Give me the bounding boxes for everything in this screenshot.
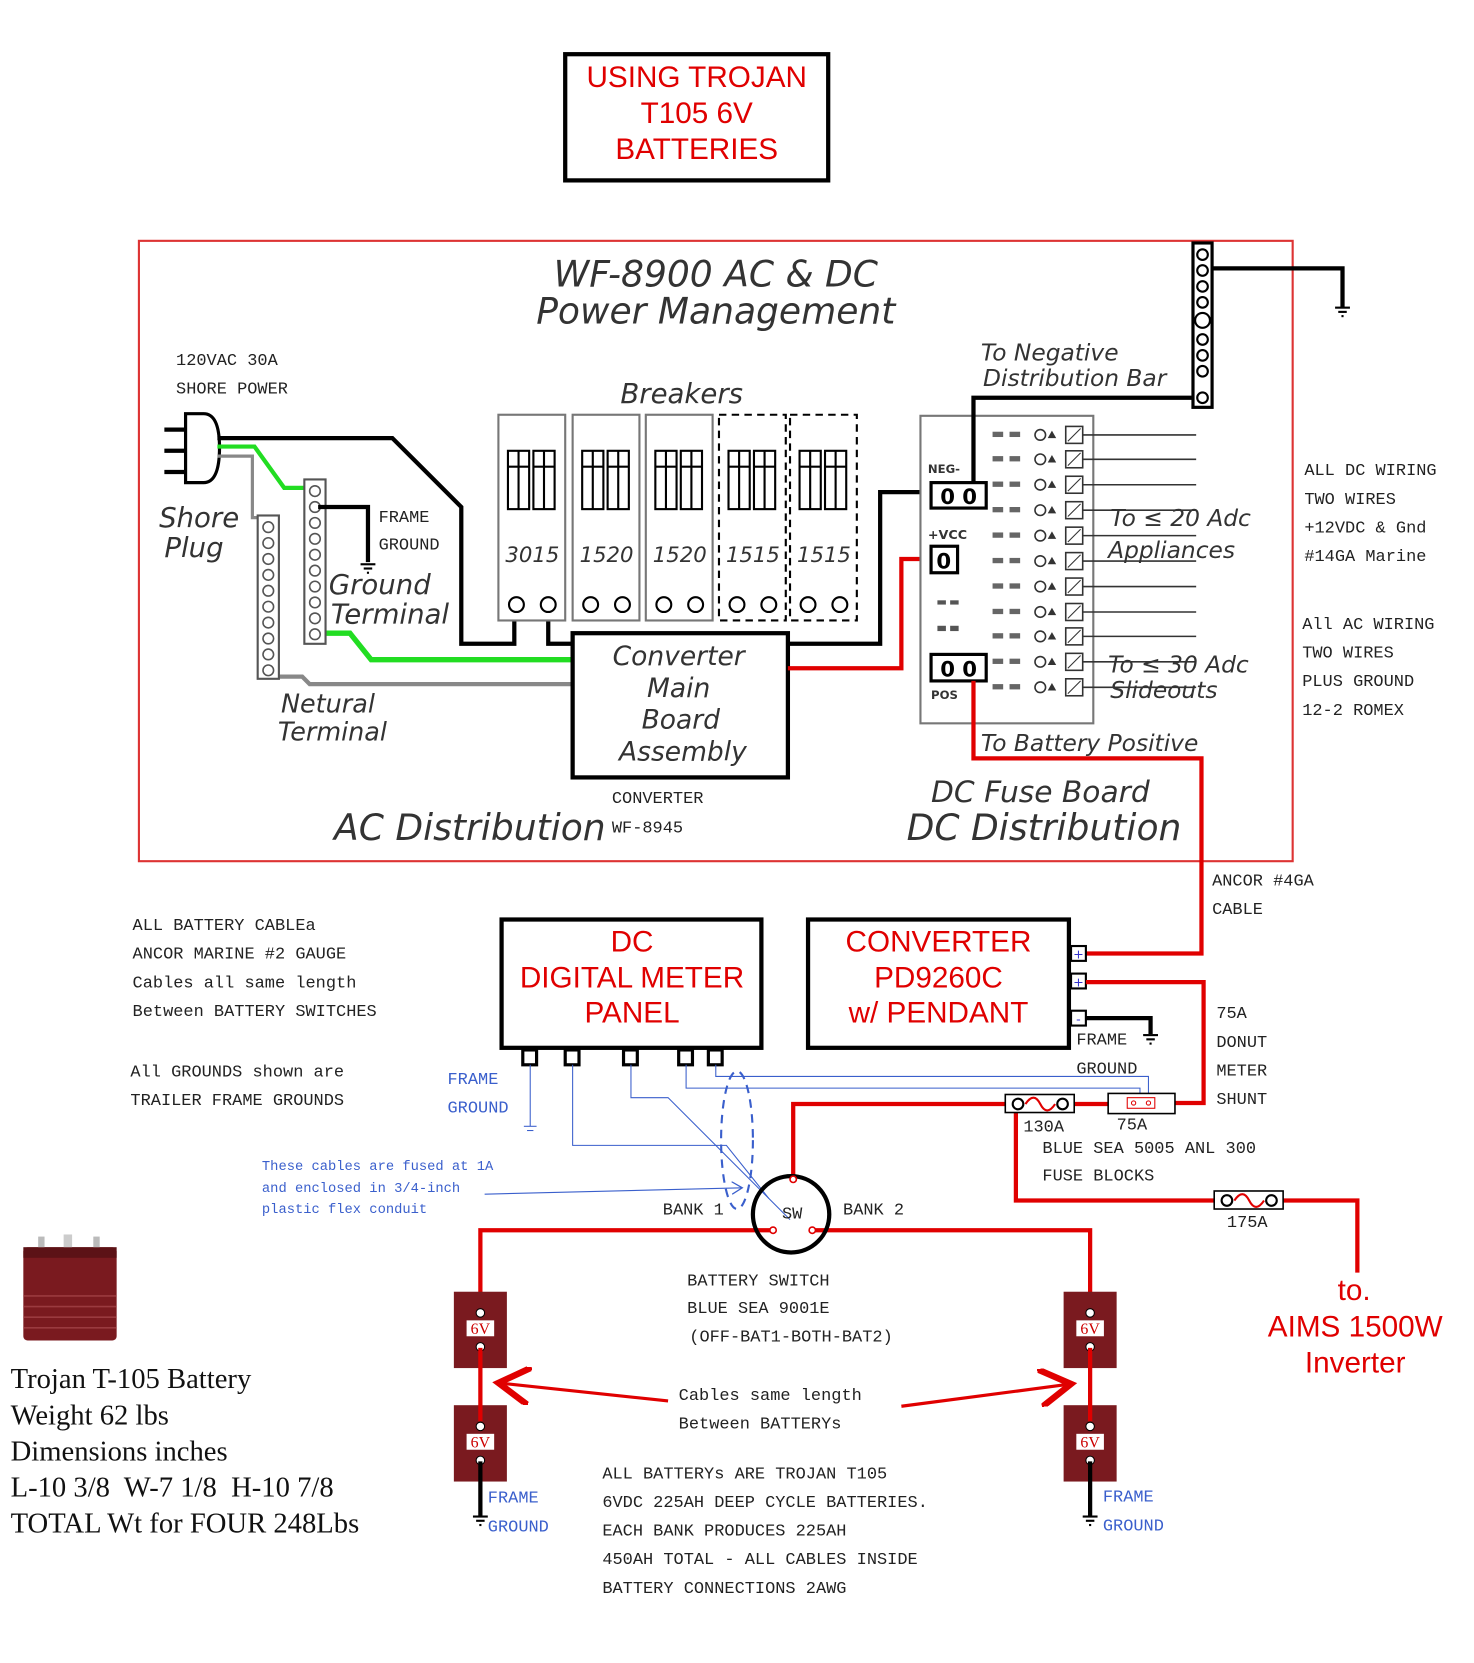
breaker xyxy=(573,415,640,621)
svg-text:12-2 ROMEX: 12-2 ROMEX xyxy=(1302,701,1404,721)
svg-text:EACH BANK PRODUCES 225AH: EACH BANK PRODUCES 225AH xyxy=(602,1522,847,1542)
breaker xyxy=(498,415,565,621)
panel-subtitle: Power Management xyxy=(536,290,896,333)
svg-text:METER: METER xyxy=(1216,1062,1268,1082)
svg-text:AIMS 1500W: AIMS 1500W xyxy=(1267,1310,1443,1344)
breaker xyxy=(646,415,713,621)
same-length-note: Between BATTERYs xyxy=(678,1415,842,1435)
ground-icon xyxy=(1335,308,1350,316)
breaker xyxy=(719,415,786,621)
ground-terminal-label: Ground xyxy=(328,567,431,601)
bank2-label: BANK 2 xyxy=(843,1201,905,1221)
svg-text:TWO WIRES: TWO WIRES xyxy=(1304,490,1396,510)
shunt-note xyxy=(1216,1005,1267,1110)
breaker-rating: 1515 xyxy=(725,542,780,568)
ground-terminal xyxy=(304,479,325,643)
svg-text:Cables all same length: Cables all same length xyxy=(132,974,357,994)
frame-ground-label: GROUND xyxy=(447,1099,509,1119)
svg-text:ALL BATTERYs ARE TROJAN T105: ALL BATTERYs ARE TROJAN T105 xyxy=(602,1465,888,1485)
switch-common-wire xyxy=(793,1104,1005,1179)
svg-text:BATTERY SWITCH: BATTERY SWITCH xyxy=(687,1272,830,1292)
fuse-130a xyxy=(1005,1094,1074,1112)
svg-text:plastic flex conduit: plastic flex conduit xyxy=(261,1203,428,1219)
breaker-rating: 1520 xyxy=(579,542,634,568)
conduit-note xyxy=(262,1159,494,1218)
converter-main-board xyxy=(573,633,788,777)
svg-text:SHUNT: SHUNT xyxy=(1216,1091,1268,1111)
converter-label: Converter xyxy=(612,641,745,673)
svg-text:L-10 3/8 W-7 1/8 H-10 7/8: L-10 3/8 W-7 1/8 H-10 7/8 xyxy=(10,1471,334,1504)
converter-label: Board xyxy=(641,704,720,736)
svg-text:ALL BATTERY CABLEa: ALL BATTERY CABLEa xyxy=(132,917,316,937)
breaker-rating: 1520 xyxy=(652,542,707,568)
slideouts-label: Slideouts xyxy=(1110,676,1218,704)
frame-ground-label: FRAME xyxy=(378,508,430,528)
ground-terminal-label: Terminal xyxy=(330,597,450,631)
arrow-left xyxy=(498,1383,668,1401)
ancor-cable-label: CABLE xyxy=(1212,901,1263,921)
neutral-terminal-label: Netural xyxy=(281,689,375,720)
svg-text:Dimensions inches: Dimensions inches xyxy=(10,1435,228,1468)
shore-power-label: 120VAC 30A xyxy=(176,351,278,371)
ac-wiring-note xyxy=(1302,616,1434,721)
neg-label: NEG- xyxy=(927,462,961,477)
panel-title: WF-8900 AC & DC xyxy=(553,253,878,296)
shore-plug-label: Shore xyxy=(159,501,240,535)
fuse-board-label: DC Fuse Board xyxy=(931,774,1150,810)
breaker xyxy=(790,415,857,621)
dc-digital-meter-panel xyxy=(502,920,762,1065)
svg-text:DONUT: DONUT xyxy=(1216,1033,1268,1053)
frame-ground-label: GROUND xyxy=(1076,1060,1138,1080)
converter-model-label: CONVERTER xyxy=(611,789,704,809)
svg-text:DIGITAL METER: DIGITAL METER xyxy=(519,961,745,995)
slideouts-label: To ≤ 30 Adc xyxy=(1108,651,1249,679)
svg-text:TOTAL Wt for FOUR 248Lbs: TOTAL Wt for FOUR 248Lbs xyxy=(10,1507,360,1540)
converter-label: Main xyxy=(647,672,711,704)
converter-model-label: WF-8945 xyxy=(611,819,684,839)
dc-distribution-label: DC Distribution xyxy=(906,806,1182,849)
frame-ground-label: GROUND xyxy=(1102,1517,1164,1537)
shore-plug-label: Plug xyxy=(164,530,224,564)
frame-ground-label: FRAME xyxy=(1076,1031,1128,1051)
svg-text:-: - xyxy=(1076,1011,1081,1027)
svg-text:ANCOR MARINE #2 GAUGE: ANCOR MARINE #2 GAUGE xyxy=(132,945,347,965)
svg-text:6V: 6V xyxy=(1080,1321,1100,1339)
inverter-wire xyxy=(1283,1201,1357,1273)
shore-plug xyxy=(164,414,219,483)
svg-text:6V: 6V xyxy=(470,1321,491,1339)
ground-icon xyxy=(473,1517,488,1525)
svg-text:Inverter: Inverter xyxy=(1304,1346,1406,1380)
svg-text:Trojan T-105 Battery: Trojan T-105 Battery xyxy=(10,1363,252,1396)
svg-text:6VDC 225AH DEEP CYCLE BATTERIE: 6VDC 225AH DEEP CYCLE BATTERIES. xyxy=(602,1493,928,1513)
bank2-wire xyxy=(812,1230,1090,1299)
svg-text:All AC WIRING: All AC WIRING xyxy=(1302,615,1435,635)
breaker-rating: 1515 xyxy=(796,542,851,568)
svg-text:PANEL: PANEL xyxy=(584,996,680,1030)
ground-icon xyxy=(1143,1035,1158,1043)
arrow-right xyxy=(901,1384,1071,1406)
svg-text:6V: 6V xyxy=(1080,1434,1100,1452)
neutral-terminal xyxy=(258,515,279,678)
breaker-rating: 3015 xyxy=(505,542,560,568)
vcc-terminal: 0 xyxy=(936,548,952,574)
bank1-label: BANK 1 xyxy=(662,1201,724,1221)
battery-specs xyxy=(11,1363,360,1539)
converter-pd9260c xyxy=(808,920,1086,1048)
dc-wiring-note xyxy=(1304,462,1436,567)
ground-wire xyxy=(326,633,573,660)
svg-text:SW: SW xyxy=(781,1205,803,1225)
svg-text:+: + xyxy=(1073,946,1084,962)
svg-text:TRAILER FRAME GROUNDS: TRAILER FRAME GROUNDS xyxy=(130,1092,345,1112)
svg-text:ALL DC WIRING: ALL DC WIRING xyxy=(1304,462,1437,482)
appliances-label: To ≤ 20 Adc xyxy=(1110,505,1251,533)
vcc-label: +VCC xyxy=(927,526,968,542)
svg-text:450AH TOTAL - ALL CABLES INSID: 450AH TOTAL - ALL CABLES INSIDE xyxy=(602,1551,918,1571)
battery-cable-note xyxy=(130,917,376,1111)
ground-wire xyxy=(217,447,305,488)
svg-text:+: + xyxy=(1073,974,1084,990)
fuse-175a xyxy=(1214,1191,1283,1209)
svg-text:#14GA Marine: #14GA Marine xyxy=(1304,548,1427,568)
svg-text:w/ PENDANT: w/ PENDANT xyxy=(848,996,1029,1030)
svg-text:Weight 62 lbs: Weight 62 lbs xyxy=(10,1399,169,1432)
fuse-rating: 175A xyxy=(1226,1214,1268,1234)
frame-ground-label: FRAME xyxy=(447,1070,499,1090)
frame-ground-label: GROUND xyxy=(487,1518,549,1538)
svg-text:+12VDC & Gnd: +12VDC & Gnd xyxy=(1304,519,1427,539)
ancor-cable-label: ANCOR #4GA xyxy=(1212,872,1314,892)
neutral-wire xyxy=(279,677,573,684)
neg-bar-label: Distribution Bar xyxy=(983,365,1167,393)
breakers-label: Breakers xyxy=(620,377,744,411)
title-line: USING TROJAN xyxy=(586,61,807,95)
shore-power-label: SHORE POWER xyxy=(176,380,288,400)
fuse-blocks-label: FUSE BLOCKS xyxy=(1042,1167,1155,1187)
battery-positive-label: To Battery Positive xyxy=(980,729,1199,757)
shunt-75a xyxy=(1108,1093,1175,1113)
ground-icon xyxy=(1083,1517,1098,1525)
svg-text:BLUE SEA 9001E: BLUE SEA 9001E xyxy=(687,1299,830,1319)
svg-text:TWO WIRES: TWO WIRES xyxy=(1302,644,1394,664)
battery-switch-note xyxy=(687,1272,893,1347)
svg-text:BATTERY CONNECTIONS 2AWG: BATTERY CONNECTIONS 2AWG xyxy=(602,1579,847,1599)
fuse-blocks-label: BLUE SEA 5005 ANL 300 xyxy=(1042,1139,1257,1159)
title-box xyxy=(565,54,828,180)
svg-text:and enclosed in 3/4-inch: and enclosed in 3/4-inch xyxy=(261,1182,461,1198)
negative-distribution-bar xyxy=(1193,243,1350,407)
svg-text:PD9260C: PD9260C xyxy=(874,961,1003,995)
title-line: T105 6V xyxy=(640,97,753,131)
same-length-note: Cables same length xyxy=(678,1386,862,1406)
ac-distribution-label: AC Distribution xyxy=(334,806,606,849)
converter-label: Assembly xyxy=(619,736,747,768)
appliances-label: Appliances xyxy=(1108,536,1236,564)
frame-ground-label: FRAME xyxy=(487,1489,539,1509)
svg-text:Between BATTERY SWITCHES: Between BATTERY SWITCHES xyxy=(132,1003,377,1023)
breakers xyxy=(498,415,856,621)
battery-bank-note xyxy=(602,1465,928,1599)
svg-text:(OFF-BAT1-BOTH-BAT2): (OFF-BAT1-BOTH-BAT2) xyxy=(689,1328,893,1348)
inverter-label xyxy=(1268,1274,1443,1379)
frame-ground-label: FRAME xyxy=(1102,1488,1154,1508)
hot-wire xyxy=(548,620,572,643)
neutral-terminal-label: Terminal xyxy=(277,717,387,748)
svg-text:75A: 75A xyxy=(1216,1005,1247,1025)
fuse-rating: 130A xyxy=(1023,1118,1065,1138)
svg-text:All GROUNDS shown are: All GROUNDS shown are xyxy=(130,1063,345,1083)
battery-switch xyxy=(753,1176,829,1252)
title-line: BATTERIES xyxy=(615,133,779,167)
svg-text:CONVERTER: CONVERTER xyxy=(845,925,1032,959)
svg-text:6V: 6V xyxy=(470,1434,491,1452)
fuse-rating: 75A xyxy=(1116,1116,1148,1136)
svg-text:These cables are fused at 1A: These cables are fused at 1A xyxy=(261,1159,494,1175)
svg-text:to.: to. xyxy=(1337,1274,1371,1308)
neg-bar-label: To Negative xyxy=(980,339,1119,367)
frame-ground-label: GROUND xyxy=(378,536,440,556)
neg-terminal: 0 0 xyxy=(940,483,978,509)
svg-text:PLUS GROUND: PLUS GROUND xyxy=(1302,673,1415,693)
trojan-battery-image xyxy=(23,1234,116,1340)
pos-terminal: 0 0 xyxy=(940,656,978,682)
pos-label: POS xyxy=(931,687,958,702)
svg-text:DC: DC xyxy=(610,925,654,959)
